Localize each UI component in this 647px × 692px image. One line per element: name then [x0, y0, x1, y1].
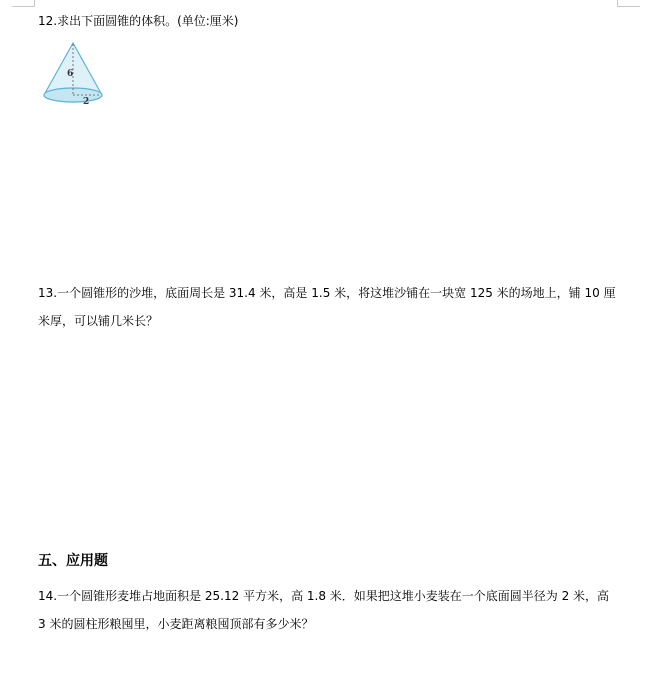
question-13-line-1: 13.一个圆锥形的沙堆，底面周长是 31.4 米，高是 1.5 米，将这堆沙铺在一块宽 125 米的场地上，铺 10 厘	[38, 286, 616, 300]
page-corner-mark-left	[12, 0, 35, 7]
cone-figure	[40, 40, 108, 108]
question-14-line-1: 14.一个圆锥形麦堆占地面积是 25.12 平方米，高 1.8 米．如果把这堆小麦装在一个底面圆半径为 2 米，高	[38, 589, 610, 603]
page-corner-mark-right	[617, 0, 640, 7]
question-12-text: 12.求出下面圆锥的体积。(单位:厘米)	[38, 14, 239, 28]
cone-height-label: 6	[67, 69, 74, 79]
section-5-heading: 五、应用题	[38, 553, 108, 569]
question-13-line-2: 米厚，可以铺几米长？	[38, 314, 159, 328]
cone-radius-label: 2	[83, 97, 90, 107]
question-14-line-2: 3 米的圆柱形粮囤里，小麦距离粮囤顶部有多少米？	[38, 617, 314, 631]
